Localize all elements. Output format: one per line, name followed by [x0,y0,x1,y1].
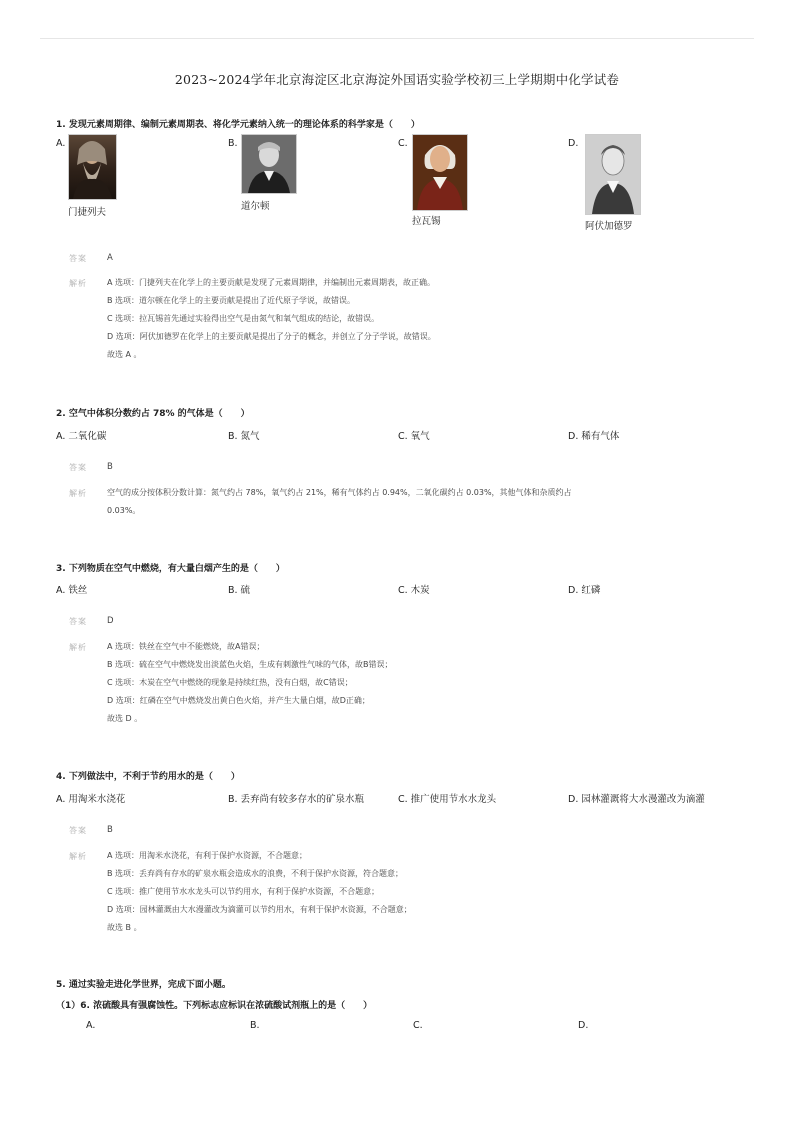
q4-answer: B [107,825,113,835]
q2-option-d: D. 稀有气体 [568,431,620,442]
q1-answer-label: 答案 [69,254,87,263]
q1-option-c-caption: 拉瓦锡 [412,216,441,227]
lavoisier-portrait-image [412,134,468,211]
analysis-line: B 选项：硫在空气中燃烧发出淡蓝色火焰，生成有刺激性气味的气体，故B错误； [107,660,393,669]
q1-answer: A [107,253,113,263]
q1-option-a-caption: 门捷列夫 [68,207,107,218]
q5-option-d: D. [578,1020,589,1031]
analysis-line: 故选 B 。 [107,923,142,932]
q3-analysis-label: 解析 [69,643,87,652]
analysis-line: A 选项：门捷列夫在化学上的主要贡献是发现了元素周期律，并编制出元素周期表，故正确。 [107,278,436,287]
avogadro-portrait-image [585,134,641,215]
q2-answer-label: 答案 [69,463,87,472]
header-rule [40,38,754,39]
analysis-line: B 选项：道尔顿在化学上的主要贡献是提出了近代原子学说，故错误。 [107,296,356,305]
analysis-line: 0.03%。 [107,506,141,515]
analysis-line: D 选项：红磷在空气中燃烧发出黄白色火焰，并产生大量白烟，故D正确； [107,696,370,705]
mendeleev-portrait-image [68,134,117,200]
q1-option-b-caption: 道尔顿 [241,201,270,212]
q4-answer-label: 答案 [69,826,87,835]
analysis-line: B 选项：丢弃尚有存水的矿泉水瓶会造成水的浪费，不利于保护水资源，符合题意； [107,869,404,878]
q4-option-a: A. 用淘米水浇花 [56,794,126,805]
q1-option-d-letter: D. [568,138,579,149]
analysis-line: 空气的成分按体积分数计算：氮气约占 78%，氧气约占 21%，稀有气体约占 0.94%，二氧化碳约占 0.03%，其他气体和杂质约占 [107,488,572,497]
q1-analysis-label: 解析 [69,279,87,288]
q1-option-b-letter: B. [228,138,238,149]
q5-option-c: C. [413,1020,423,1031]
q4-option-d: D. 园林灌溉将大水漫灌改为滴灌 [568,794,705,805]
question-1-stem: 1. 发现元素周期律、编制元素周期表、将化学元素纳入统一的理论体系的科学家是（ ） [56,120,420,130]
question-5-sub-stem: （1）6. 浓硫酸具有强腐蚀性。下列标志应标识在浓硫酸试剂瓶上的是（ ） [56,1001,373,1011]
q3-option-c: C. 木炭 [398,585,430,596]
q1-option-c-letter: C. [398,138,408,149]
analysis-line: D 选项：阿伏加德罗在化学上的主要贡献是提出了分子的概念，并创立了分子学说，故错误。 [107,332,436,341]
q5-option-b: B. [250,1020,260,1031]
analysis-line: D 选项：园林灌溉由大水漫灌改为滴灌可以节约用水，有利于保护水资源，不合题意； [107,905,412,914]
q3-option-d: D. 红磷 [568,585,601,596]
analysis-line: C 选项：拉瓦锡首先通过实验得出空气是由氮气和氧气组成的结论，故错误。 [107,314,380,323]
q2-option-c: C. 氧气 [398,431,430,442]
analysis-line: C 选项：推广使用节水水龙头可以节约用水，有利于保护水资源，不合题意； [107,887,380,896]
q3-option-b: B. 硫 [228,585,251,596]
q1-option-d-caption: 阿伏加德罗 [585,221,633,232]
q4-analysis-label: 解析 [69,852,87,861]
q2-analysis [107,484,572,520]
analysis-line: 故选 D 。 [107,714,143,723]
q2-answer: B [107,462,113,472]
question-2-stem: 2. 空气中体积分数约占 78% 的气体是（ ） [56,409,250,419]
q4-analysis [107,847,412,937]
q2-analysis-label: 解析 [69,489,87,498]
question-4-stem: 4. 下列做法中，不利于节约用水的是（ ） [56,772,240,782]
question-5-stem: 5. 通过实验走进化学世界，完成下面小题。 [56,980,231,990]
q1-option-a-letter: A. [56,138,66,149]
q3-analysis [107,638,393,728]
q3-option-a: A. 铁丝 [56,585,88,596]
analysis-line: A 选项：用淘米水浇花，有利于保护水资源，不合题意； [107,851,308,860]
question-3-stem: 3. 下列物质在空气中燃烧，有大量白烟产生的是（ ） [56,564,285,574]
analysis-line: A 选项：铁丝在空气中不能燃烧，故A错误； [107,642,265,651]
q4-option-c: C. 推广使用节水水龙头 [398,794,497,805]
analysis-line: 故选 A 。 [107,350,142,359]
q3-answer: D [107,616,114,626]
q2-option-a: A. 二氧化碳 [56,431,107,442]
q5-option-a: A. [86,1020,96,1031]
q2-option-b: B. 氮气 [228,431,260,442]
q1-analysis [107,274,436,364]
page-title: 2023~2024学年北京海淀区北京海淀外国语实验学校初三上学期期中化学试卷 [174,72,620,87]
dalton-portrait-image [241,134,297,194]
analysis-line: C 选项：木炭在空气中燃烧的现象是持续红热，没有白烟，故C错误； [107,678,353,687]
q3-answer-label: 答案 [69,617,87,626]
q4-option-b: B. 丢弃尚有较多存水的矿泉水瓶 [228,794,365,805]
